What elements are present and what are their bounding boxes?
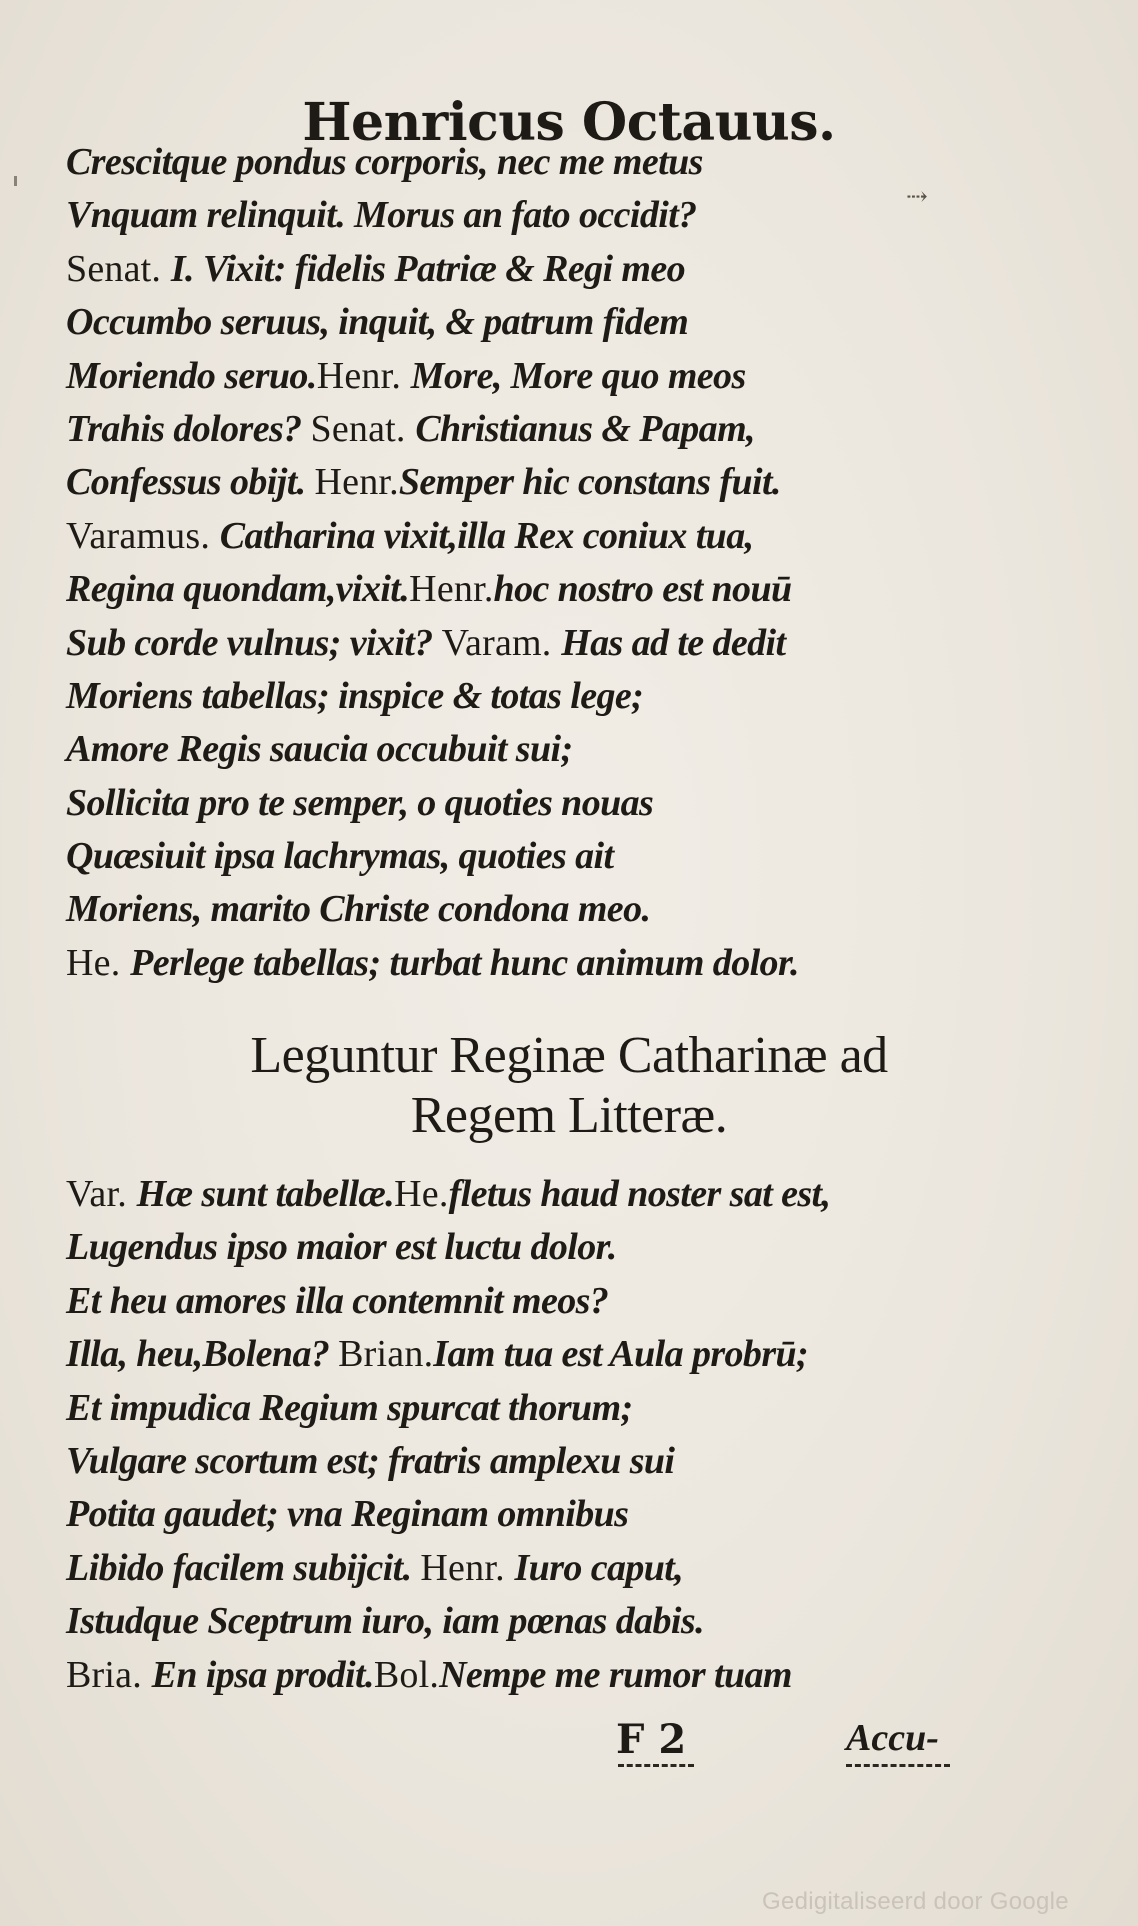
verse-line xyxy=(66,403,966,456)
verse-line xyxy=(66,243,966,296)
speaker-label: Henr. xyxy=(409,568,494,611)
verse-text: Regina quondam,vixit. xyxy=(66,568,410,611)
signature-mark: F 2 xyxy=(616,1716,687,1763)
verse-text: Moriens, marito Christe condona meo. xyxy=(66,888,651,931)
verse-text: Moriendo seruo. xyxy=(66,354,317,397)
verse-text: Libido facilem subijcit. xyxy=(66,1546,421,1589)
verse-line xyxy=(66,670,966,723)
verse-text: Christianus & Papam, xyxy=(415,407,755,450)
speaker-label: Senat. xyxy=(66,247,171,290)
signature-underline xyxy=(618,1764,694,1772)
speaker-label: He. xyxy=(394,1173,449,1215)
verse-text: Et impudica Regium spurcat thorum; xyxy=(66,1386,633,1429)
speaker-label: Bol. xyxy=(373,1653,440,1696)
digitization-watermark: Gedigitaliseerd door Google xyxy=(762,1888,1069,1915)
verse-line xyxy=(66,350,966,403)
verse-text: Confessus obijt. xyxy=(66,461,315,504)
verse-text: Perlege tabellas; turbat hunc animum dolor. xyxy=(130,941,799,984)
speaker-label: Henr. xyxy=(316,354,411,397)
verse-text: Occumbo seruus, inquit, & patrum fidem xyxy=(66,301,689,344)
section-heading-line-2: Regem Litteræ. xyxy=(410,1087,728,1144)
verse-text: Istudque Sceptrum iuro, iam pœnas dabis. xyxy=(66,1600,704,1643)
verse-line xyxy=(66,937,966,990)
speaker-label: He. xyxy=(66,941,131,984)
speaker-label: Varamus. xyxy=(66,514,220,557)
verse-text: Lugendus ipso maior est luctu dolor. xyxy=(66,1226,617,1269)
verse-text: More, More quo meos xyxy=(410,354,746,397)
verse-line xyxy=(66,883,966,936)
verse-text: Crescitque pondus corporis, nec me metus xyxy=(66,141,703,183)
verse-text: Nempe me rumor tuam xyxy=(439,1653,792,1696)
verse-line xyxy=(66,136,966,189)
verse-line xyxy=(66,296,966,349)
verse-line xyxy=(66,1275,966,1328)
verse-text: Et heu amores illa contemnit meos? xyxy=(66,1279,609,1322)
verse-line xyxy=(66,189,966,242)
verse-text: Amore Regis saucia occubuit sui; xyxy=(66,728,573,771)
speaker-label: Henr. xyxy=(420,1546,515,1589)
running-head: Henricus Octauus. xyxy=(302,92,836,153)
verse-text: I. Vixit: fidelis Patriæ & Regi meo xyxy=(170,247,685,290)
verse-text: Iuro caput, xyxy=(514,1546,684,1589)
verse-text: Potita gaudet; vna Reginam omnibus xyxy=(66,1493,629,1536)
verse-line xyxy=(66,1382,966,1435)
verse-text: hoc nostro est nouū xyxy=(493,568,792,611)
verse-line xyxy=(66,1649,966,1702)
verse-block-bottom xyxy=(66,1168,966,1702)
verse-line xyxy=(66,1328,966,1381)
verse-line xyxy=(66,1221,966,1274)
verse-line xyxy=(66,777,966,830)
verse-text: Iam tua est Aula probrū; xyxy=(433,1333,809,1376)
verse-line xyxy=(66,1542,966,1595)
verse-text: fletus haud noster sat est, xyxy=(448,1173,831,1215)
verse-text: Illa, heu,Bolena? xyxy=(66,1333,339,1376)
speaker-label: Brian. xyxy=(338,1333,434,1376)
speaker-label: Varam. xyxy=(441,621,562,664)
verse-text: En ipsa prodit. xyxy=(151,1653,374,1696)
verse-text: Vnquam relinquit. Morus an fato occidit? xyxy=(66,194,697,237)
verse-block-top xyxy=(66,136,966,990)
catchword-underline xyxy=(846,1764,950,1772)
verse-line xyxy=(66,510,966,563)
speaker-label: Senat. xyxy=(310,407,416,450)
verse-line xyxy=(66,617,966,670)
verse-text: Quæsiuit ipsa lachrymas, quoties ait xyxy=(66,835,614,878)
verse-text: Catharina vixit,illa Rex coniux tua, xyxy=(219,514,754,557)
verse-text: Sub corde vulnus; vixit? xyxy=(66,621,442,664)
verse-text: Trahis dolores? xyxy=(66,407,311,450)
verse-line xyxy=(66,456,966,509)
verse-line xyxy=(66,1488,966,1541)
verse-text: Has ad te dedit xyxy=(561,621,786,664)
verse-text: Moriens tabellas; inspice & totas lege; xyxy=(66,674,644,717)
speaker-label: Henr. xyxy=(314,461,399,504)
catchword: Accu- xyxy=(846,1717,939,1759)
speaker-label: Var. xyxy=(66,1173,137,1215)
gutter-mark xyxy=(14,176,17,186)
verse-line xyxy=(66,1168,966,1221)
verse-line xyxy=(66,830,966,883)
verse-line xyxy=(66,1595,966,1648)
verse-line xyxy=(66,1435,966,1488)
verse-text: Hæ sunt tabellæ. xyxy=(136,1173,395,1215)
verse-line xyxy=(66,723,966,776)
verse-line xyxy=(66,563,966,616)
verse-text: Sollicita pro te semper, o quoties nouas xyxy=(66,781,654,824)
verse-text: Vulgare scortum est; fratris amplexu sui xyxy=(66,1439,675,1482)
margin-annotation-mark: ⇢ xyxy=(906,182,928,211)
speaker-label: Bria. xyxy=(66,1653,152,1696)
section-heading-line-1: Leguntur Reginæ Catharinæ ad xyxy=(250,1027,888,1084)
verse-text: Semper hic constans fuit. xyxy=(398,461,781,504)
